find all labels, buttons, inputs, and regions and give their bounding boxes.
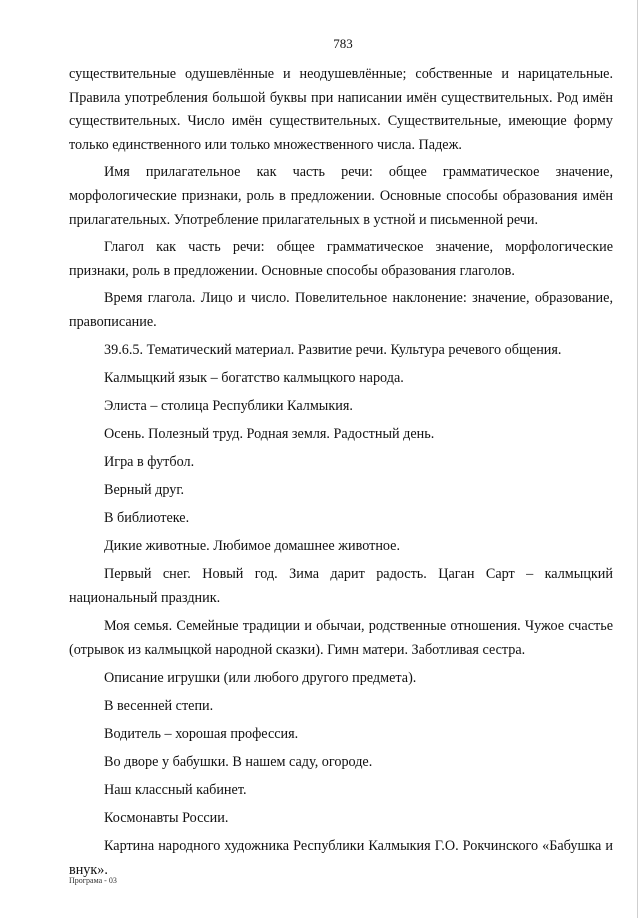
paragraph-verb-tense: Время глагола. Лицо и число. Повелительное наклонение: значение, образование, правописание. [69,290,613,330]
topic-item: Описание игрушки (или любого другого предмета). [104,669,417,686]
topic-item: Картина народного художника Республики Калмыкия Г.О. Рокчинского «Бабушка и внук». [69,838,613,878]
section-heading-thematic-material: 39.6.5. Тематический материал. Развитие речи. Культура речевого общения. [104,341,562,358]
topic-item: Во дворе у бабушки. В нашем саду, огороде. [104,753,373,770]
page-footer: Програма - 03 [69,876,117,885]
scan-edge-line [637,0,638,918]
topic-item: Элиста – столица Республики Калмыкия. [104,397,353,414]
topic-item: Дикие животные. Любимое домашнее животное. [104,538,401,555]
topic-item: Игра в футбол. [104,453,195,470]
topic-item: Космонавты России. [104,810,229,827]
topic-item: Верный друг. [104,482,185,498]
topic-item: Калмыцкий язык – богатство калмыцкого народа. [104,369,404,386]
topic-item: В библиотеке. [104,510,190,527]
page-number: 783 [333,36,353,51]
page-body [69,63,613,882]
topic-item: Осень. Полезный труд. Родная земля. Радостный день. [104,425,435,442]
paragraph-verbs: Глагол как часть речи: общее грамматическое значение, морфологические признаки, роль в предложении. Основные способы образования глаголов. [69,239,613,279]
paragraph-adjectives: Имя прилагательное как часть речи: общее грамматическое значение, морфологические признаки, роль в предложении. Основные способы образования имён прилагательных. Употребление прилагательных в устной и письменной речи. [69,164,613,228]
topic-item: Первый снег. Новый год. Зима дарит радость. Цаган Сарт – калмыцкий национальный праздник. [69,566,613,606]
topic-item: Наш классный кабинет. [104,782,247,799]
topic-item: Моя семья. Семейные традиции и обычаи, родственные отношения. Чужое счастье (отрывок из калмыцкой народной сказки). Гимн матери. Заботливая сестра. [69,617,613,658]
topic-item: Водитель – хорошая профессия. [104,725,299,742]
paragraph-nouns: существительные одушевлённые и неодушевлённые; собственные и нарицательные. Правила употребления большой буквы при написании имён существительных. Род имён существительных. Число имён существительных. Существительные, имеющие форму только единственного или только множественного числа. Падеж. [69,66,613,153]
topic-item: В весенней степи. [104,697,214,714]
